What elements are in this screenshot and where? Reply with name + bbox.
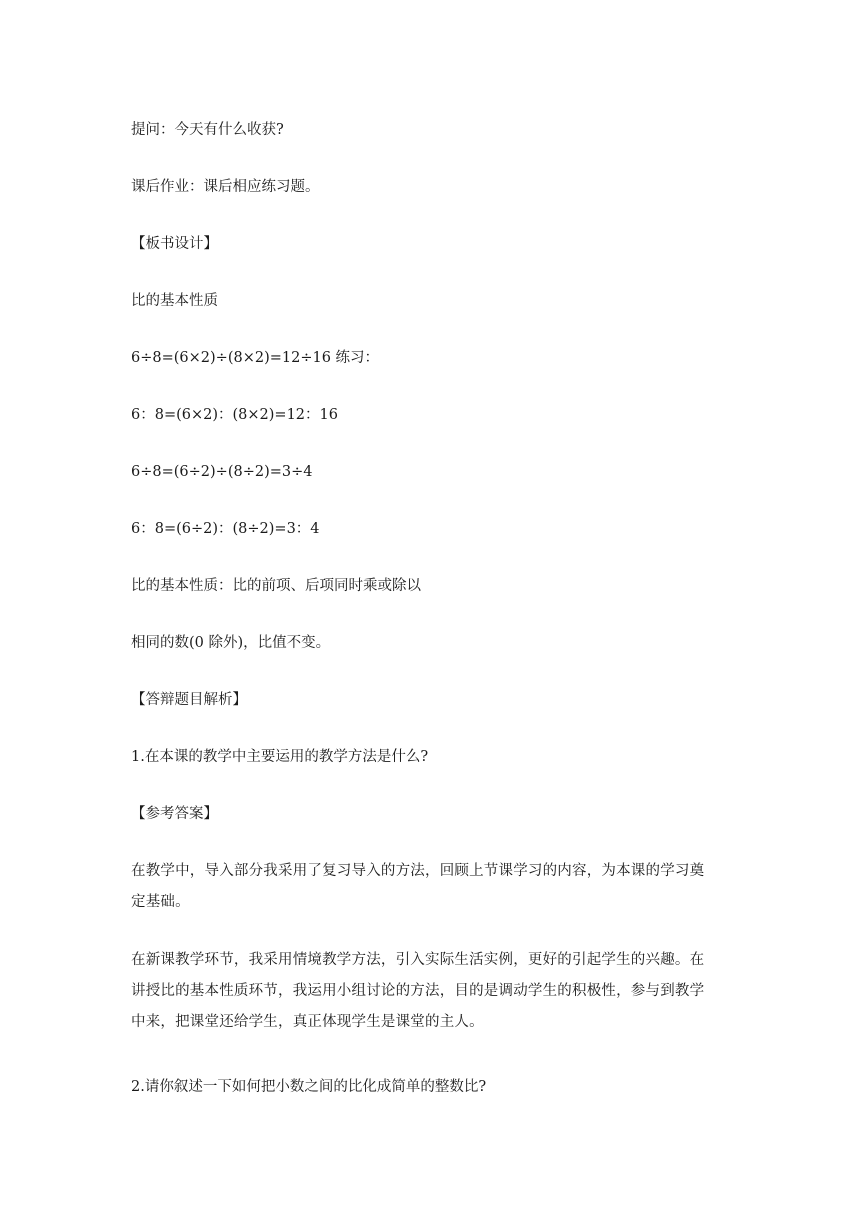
question-prompt: 提问：今天有什么收获?: [131, 122, 284, 138]
answer-paragraph-2-line: 中来，把课堂还给学生，真正体现学生是课堂的主人。: [131, 1014, 484, 1030]
analysis-heading: 【答辩题目解析】: [131, 692, 247, 708]
board-title: 比的基本性质: [131, 293, 218, 309]
answer-paragraph-1-line: 在教学中，导入部分我采用了复习导入的方法，回顾上节课学习的内容，为本课的学习奠: [131, 863, 705, 879]
answer-paragraph-1: [131, 856, 743, 918]
equation-line-3: 6÷8=(6÷2)÷(8÷2)=3÷4: [131, 464, 313, 480]
reference-answer-heading: 【参考答案】: [131, 806, 218, 822]
answer-paragraph-2: [131, 945, 743, 1038]
question-1: 1.在本课的教学中主要运用的教学方法是什么?: [131, 749, 429, 765]
question-2: 2.请你叙述一下如何把小数之间的比化成简单的整数比?: [131, 1079, 487, 1095]
homework-line: 课后作业：课后相应练习题。: [131, 179, 320, 195]
property-line-2: 相同的数(0 除外)，比值不变。: [131, 635, 331, 651]
answer-paragraph-2-line: 在新课教学环节，我采用情境教学方法，引入实际生活实例，更好的引起学生的兴趣。在: [131, 952, 705, 968]
answer-paragraph-1-line: 定基础。: [131, 894, 190, 910]
answer-paragraph-2-line: 讲授比的基本性质环节，我运用小组讨论的方法，目的是调动学生的积极性，参与到教学: [131, 983, 705, 999]
board-design-heading: 【板书设计】: [131, 236, 218, 252]
equation-line-4: 6：8=(6÷2)：(8÷2)=3：4: [131, 521, 320, 537]
equation-line-1: 6÷8=(6×2)÷(8×2)=12÷16 练习：: [131, 350, 380, 366]
property-line-1: 比的基本性质：比的前项、后项同时乘或除以: [131, 578, 421, 594]
equation-line-2: 6：8=(6×2)：(8×2)=12：16: [131, 407, 338, 423]
